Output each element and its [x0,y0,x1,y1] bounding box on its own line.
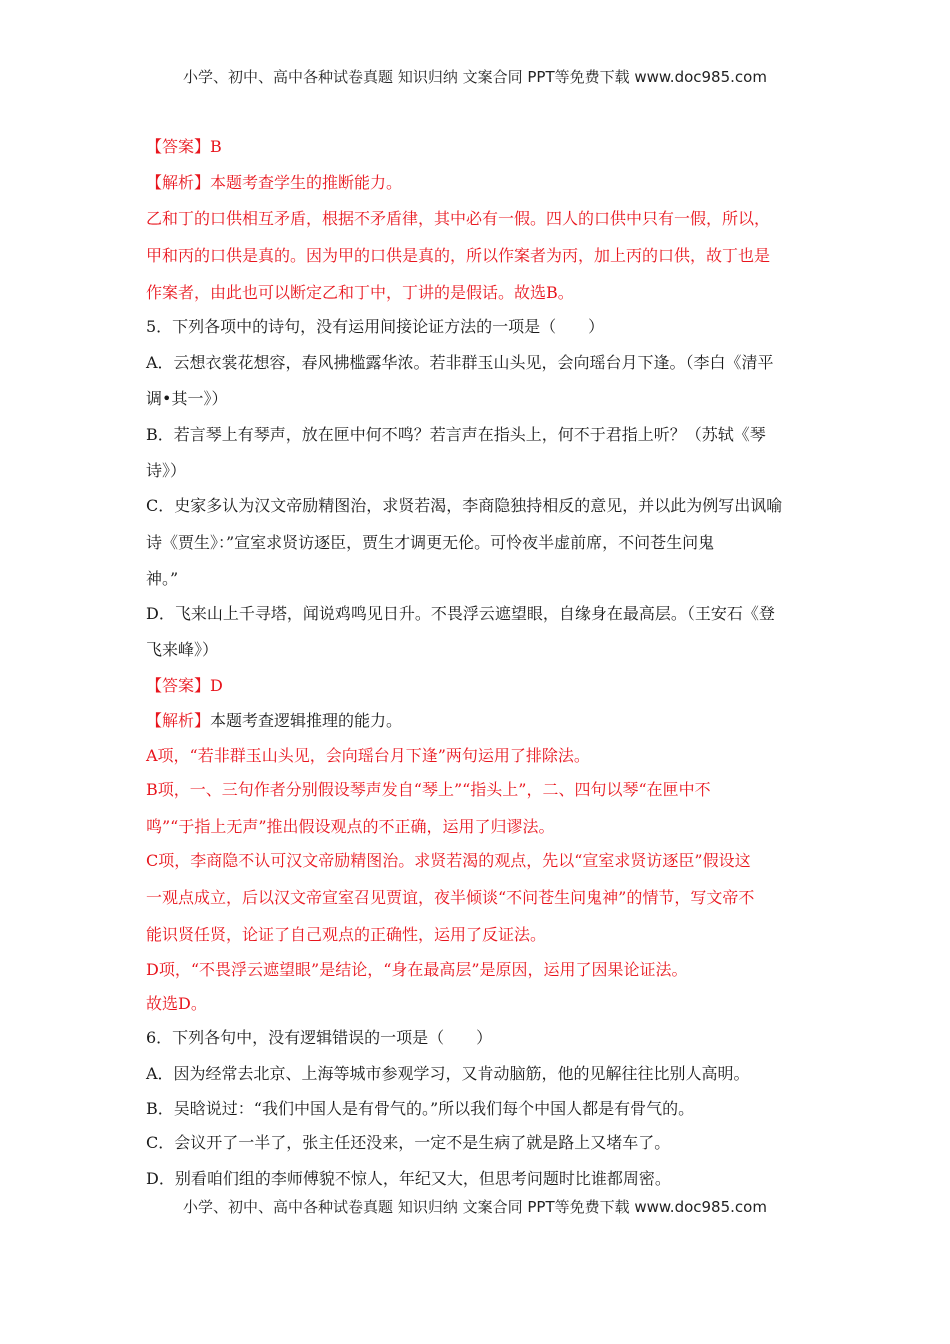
option-text: A．因为经常去北京、上海等城市参观学习，又肯动脑筋，他的见解往往比别人高明。 [146,1064,750,1083]
analysis-tag: 【解析】 [146,173,211,192]
option-text: C．史家多认为汉文帝励精图治，求贤若渴，李商隐独持相反的意见，并以此为例写出讽喻 [146,496,783,515]
analysis-text: 一观点成立，后以汉文帝宣室召见贾谊，夜半倾谈“不问苍生问鬼神”的情节，写文帝不 [146,888,755,907]
analysis-text: B项，一、三句作者分别假设琴声发自“琴上”“指头上”，二、四句以琴“在匣中不 [146,780,711,799]
analysis-text: 鸣”“于指上无声”推出假设观点的不正确，运用了归谬法。 [146,817,555,836]
answer-tag: 【答案】 [146,676,211,695]
option-text: 神。” [146,569,179,588]
analysis-text: C项，李商隐不认可汉文帝励精图治。求贤若渴的观点，先以“宣室求贤访逐臣”假设这 [146,851,751,870]
answer-line [146,136,222,158]
option-text: D．别看咱们组的李师傅貌不惊人，年纪又大，但思考问题时比谁都周密。 [146,1169,671,1188]
option-text: C．会议开了一半了，张主任还没来，一定不是生病了就是路上又堵车了。 [146,1133,671,1152]
answer-value: D [210,676,223,695]
answer-line [146,675,223,697]
option-text: 诗《贾生》：”宣室求贤访逐臣，贾生才调更无伦。可怜夜半虚前席，不问苍生问鬼 [146,533,715,552]
footer-banner: 小学、初中、高中各种试卷真题 知识归纳 文案合同 PPT等免费下载 www.doc985.com [183,1198,767,1216]
analysis-text: D项，“不畏浮云遮望眼”是结论，“身在最高层”是原因，运用了因果论证法。 [146,960,688,979]
option-text: 飞来峰》） [146,640,219,659]
question-stem: 6．下列各句中，没有逻辑错误的一项是（ ） [146,1028,493,1047]
option-text: B．若言琴上有琴声，放在匣中何不鸣？若言声在指头上，何不于君指上听？（苏轼《琴 [146,425,766,444]
header-banner: 小学、初中、高中各种试卷真题 知识归纳 文案合同 PPT等免费下载 www.doc985.com [183,68,767,86]
option-text: 调•其一》） [146,389,228,408]
option-text: 诗》） [146,461,187,480]
analysis-intro: 本题考查学生的推断能力。 [210,173,403,192]
answer-tag: 【答案】 [146,137,211,156]
analysis-text: A项，“若非群玉山头见，会向瑶台月下逢”两句运用了排除法。 [146,746,590,765]
analysis-tag: 【解析】 [146,711,211,730]
analysis-text: 甲和丙的口供是真的。因为甲的口供是真的，所以作案者为丙，加上丙的口供，故丁也是 [146,246,771,265]
option-text: D．飞来山上千寻塔，闻说鸡鸣见日升。不畏浮云遮望眼，自缘身在最高层。（王安石《登 [146,604,775,623]
analysis-intro: 本题考查逻辑推理的能力。 [210,711,403,730]
analysis-text: 故选D。 [146,994,207,1013]
analysis-text: 作案者，由此也可以断定乙和丁中，丁讲的是假话。故选B。 [146,283,574,302]
analysis-text: 能识贤任贤，论证了自己观点的正确性，运用了反证法。 [146,925,547,944]
analysis-line [146,710,402,732]
option-text: A．云想衣裳花想容，春风拂槛露华浓。若非群玉山头见，会向瑶台月下逢。（李白《清平 [146,353,774,372]
option-text: B．吴晗说过：“我们中国人是有骨气的。”所以我们每个中国人都是有骨气的。 [146,1099,695,1118]
analysis-text: 乙和丁的口供相互矛盾，根据不矛盾律，其中必有一假。四人的口供中只有一假，所以， [146,209,771,228]
analysis-line [146,172,402,194]
answer-value: B [210,137,222,156]
question-stem: 5．下列各项中的诗句，没有运用间接论证方法的一项是（ ） [146,317,605,336]
